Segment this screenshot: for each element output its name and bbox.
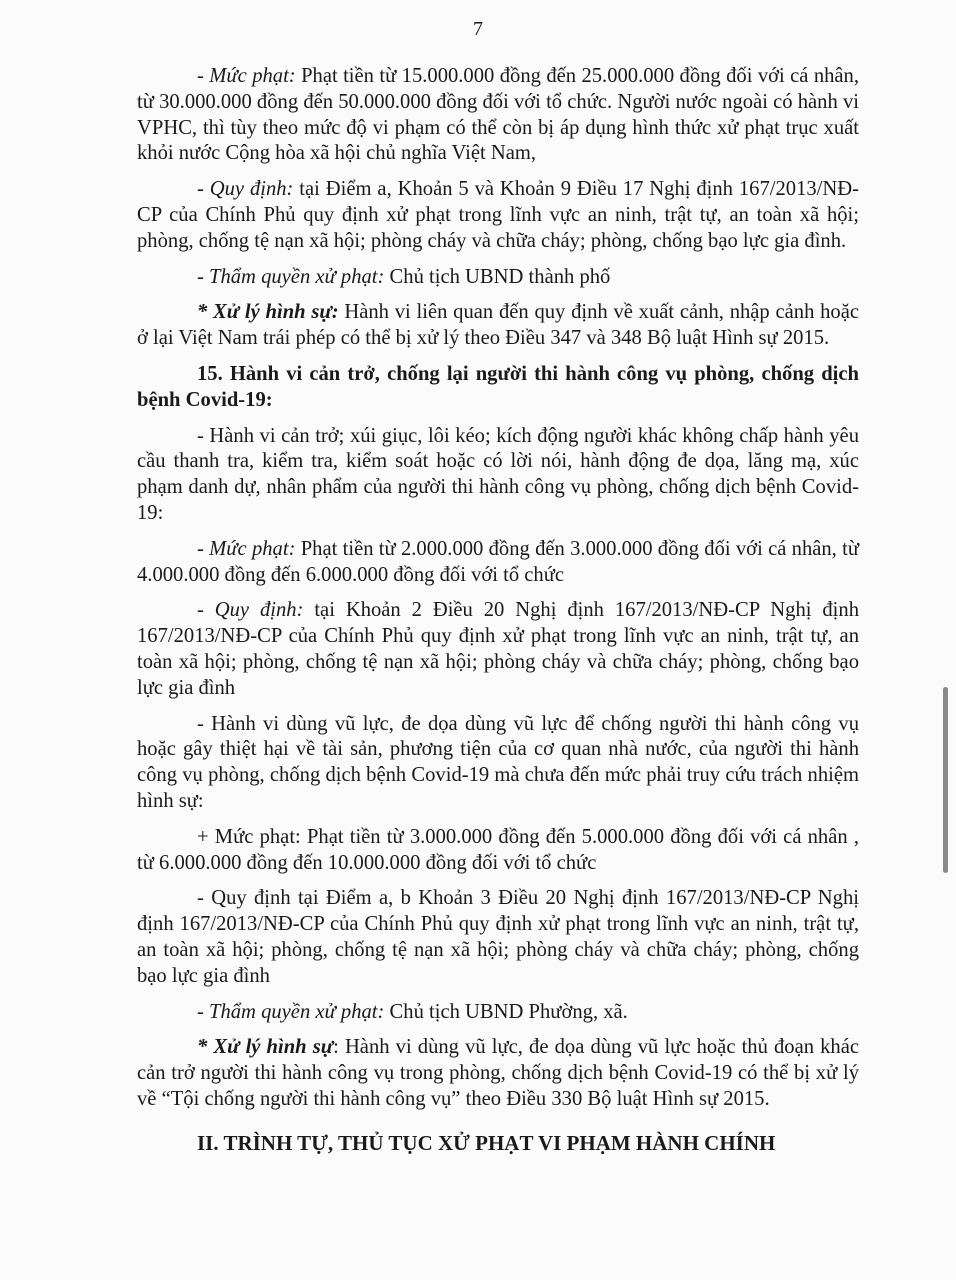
paragraph-text: : Hành vi dùng vũ lực, đe dọa dùng vũ lực hoặc thủ đoạn khác cản trở người thi hành công vụ trong phòng, chống dịch bệnh Covid-19 có thể bị xử lý về “Tội chống người thi hành công vụ” theo Điều 330 Bộ luật Hình sự 2015. — [137, 1036, 860, 1110]
paragraph-text: Hành vi liên quan đến quy định về xuất cảnh, nhập cảnh hoặc ở lại Việt Nam trái phép có thể bị xử lý theo Điều 347 và 348 Bộ luật Hình sự 2015. — [137, 301, 859, 350]
paragraph-text: tại Khoản 2 Điều 20 Nghị định 167/2013/NĐ-CP Nghị định 167/2013/NĐ-CP của Chính Phủ quy định xử phạt trong lĩnh vực an ninh, trật tự, an toàn xã hội; phòng, chống tệ nạn xã hội; phòng cháy và chữa cháy; phòng, chống bạo lực gia đình — [137, 599, 859, 699]
paragraph-obstruction: - Hành vi cản trở; xúi giục, lôi kéo; kích động người khác không chấp hành yêu cầu thanh tra, kiểm tra, kiểm soát hoặc có lời nói, hành động đe dọa, lăng mạ, xúc phạm danh dự, nhân phẩm của người thi hành công vụ phòng, chống dịch bệnh Covid-19: — [137, 424, 859, 524]
paragraph-criminal-2 — [137, 1035, 859, 1112]
paragraph-force: - Hành vi dùng vũ lực, đe dọa dùng vũ lực để chống người thi hành công vụ hoặc gây thiệt hại về tài sản, phương tiện của cơ quan nhà nước, của người thi hành công vụ phòng, chống dịch bệnh Covid-19 mà chưa đến mức phải truy cứu trách nhiệm hình sự: — [137, 712, 859, 812]
document-body — [137, 64, 859, 1156]
paragraph-text: Chủ tịch UBND Phường, xã. — [384, 1000, 628, 1023]
paragraph-label: - Mức phạt: — [197, 65, 296, 87]
paragraph-fine-1 — [137, 64, 859, 167]
paragraph-label: * Xử lý hình sự — [197, 1036, 334, 1059]
paragraph-fine-3: + Mức phạt: Phạt tiền từ 3.000.000 đồng đến 5.000.000 đồng đối với cá nhân , từ 6.000.000 đồng đến 10.000.000 đồng đối với tổ chức — [137, 825, 859, 874]
paragraph-text: tại Điểm a, Khoản 5 và Khoản 9 Điều 17 Nghị định 167/2013/NĐ-CP của Chính Phủ quy định xử phạt trong lĩnh vực an ninh, trật tự, an toàn xã hội; phòng, chống tệ nạn xã hội; phòng cháy và chữa cháy; phòng, chống bạo lực gia đình. — [137, 178, 859, 252]
section-heading: II. TRÌNH TỰ, THỦ TỤC XỬ PHẠT VI PHẠM HÀNH CHÍNH — [197, 1130, 776, 1155]
paragraph-criminal-1 — [137, 300, 859, 352]
paragraph-regulation-1 — [137, 177, 859, 254]
paragraph-label: - Mức phạt: — [197, 537, 296, 560]
paragraph-label: - Thẩm quyền xử phạt: — [197, 265, 385, 288]
paragraph-text: Chủ tịch UBND thành phố — [384, 265, 611, 288]
paragraph-label: - Quy định: — [197, 178, 294, 201]
item-heading-15: 15. Hành vi cản trở, chống lại người thi hành công vụ phòng, chống dịch bệnh Covid-19: — [137, 362, 859, 411]
paragraph-regulation-2 — [137, 598, 859, 701]
paragraph-regulation-3: - Quy định tại Điểm a, b Khoản 3 Điều 20 Nghị định 167/2013/NĐ-CP Nghị định 167/2013/NĐ-CP của Chính Phủ quy định xử phạt trong lĩnh vực an ninh, trật tự, an toàn xã hội; phòng, chống tệ nạn xã hội; phòng cháy và chữa cháy; phòng, chống bạo lực gia đình — [137, 887, 859, 987]
paragraph-label: * Xử lý hình sự: — [197, 301, 339, 324]
paragraph-text: Phạt tiền từ 2.000.000 đồng đến 3.000.000 đồng đối với cá nhân, từ 4.000.000 đồng đến 6.000.000 đồng đối với tổ chức — [137, 537, 859, 586]
scrollbar-thumb[interactable] — [943, 687, 948, 873]
paragraph-label: - Thẩm quyền xử phạt: — [197, 1000, 385, 1023]
paragraph-label: - Quy định: — [197, 599, 304, 622]
page-number: 7 — [473, 18, 483, 40]
paragraph-authority-1 — [137, 265, 859, 291]
paragraph-authority-2 — [137, 1000, 859, 1026]
paragraph-fine-2 — [137, 537, 859, 589]
paragraph-text: Phạt tiền từ 15.000.000 đồng đến 25.000.000 đồng đối với cá nhân, từ 30.000.000 đồng đến 50.000.000 đồng đối với tổ chức. Người nước ngoài có hành vi VPHC, thì tùy theo mức độ vi phạm có thể còn bị áp dụng hình thức xử phạt trục xuất khỏi nước Cộng hòa xã hội chủ nghĩa Việt Nam, — [137, 65, 860, 165]
